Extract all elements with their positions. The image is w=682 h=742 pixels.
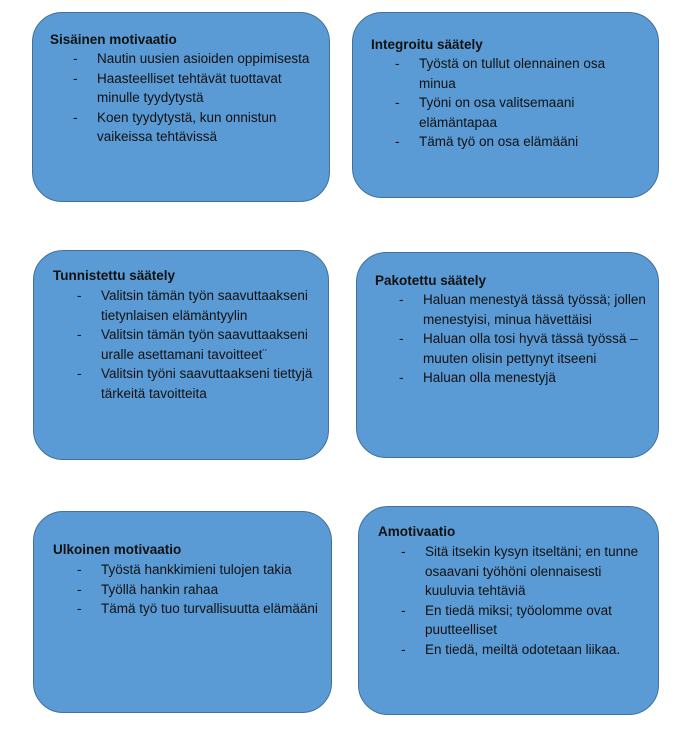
- box-title: Integroitu säätely: [371, 37, 483, 52]
- list-item: [395, 54, 645, 93]
- box-ulkoinen-motivaatio: [33, 511, 332, 713]
- dash-bullet-icon: -: [73, 70, 78, 86]
- dash-bullet-icon: -: [401, 544, 406, 559]
- item-text: Nautin uusien asioiden oppimisesta: [97, 51, 310, 66]
- dash-bullet-icon: -: [77, 562, 82, 577]
- item-text: Työstä hankkimieni tulojen takia: [101, 562, 292, 577]
- item-text: Haasteelliset tehtävät tuottavat minulle tyydytystä: [97, 70, 282, 105]
- dash-bullet-icon: -: [77, 288, 82, 303]
- box-pakotettu-saately: [356, 252, 659, 458]
- list-item: [77, 599, 327, 619]
- dash-bullet-icon: -: [73, 109, 78, 125]
- list-item: [77, 560, 327, 580]
- dash-bullet-icon: -: [395, 56, 400, 71]
- list-item: [401, 601, 653, 640]
- dash-bullet-icon: -: [399, 331, 404, 346]
- item-text: Tämä työ on osa elämääni: [419, 134, 579, 149]
- dash-bullet-icon: -: [399, 370, 404, 385]
- box-title: Amotivaatio: [378, 524, 456, 539]
- box-integroitu-saately: [352, 12, 659, 198]
- item-text: En tiedä miksi; työolomme ovat puutteelliset: [425, 602, 612, 637]
- dash-bullet-icon: -: [401, 641, 406, 657]
- item-text: Työni on osa valitsemaani elämäntapaa: [419, 95, 575, 130]
- item-text: Valitsin tämän työn saavuttaakseni uralle asettamani tavoitteet¨: [101, 327, 308, 362]
- dash-bullet-icon: -: [401, 602, 406, 618]
- list-item: [399, 329, 649, 368]
- list-item: [77, 286, 317, 325]
- item-text: Sitä itsekin kysyn itseltäni; en tunne osaavani työhöni olennaisesti kuuluvia tehtäviä: [425, 544, 639, 598]
- item-list: [77, 560, 327, 619]
- list-item: [399, 368, 649, 388]
- dash-bullet-icon: -: [77, 581, 82, 597]
- list-item: [77, 580, 327, 600]
- item-list: [401, 542, 653, 659]
- list-item: [401, 640, 653, 660]
- dash-bullet-icon: -: [77, 601, 82, 616]
- list-item: [77, 364, 317, 403]
- list-item: [401, 542, 653, 601]
- item-list: [73, 49, 313, 147]
- item-text: Haluan menestyä tässä työssä; jollen menestyisi, minua hävettäisi: [423, 292, 646, 327]
- item-text: Haluan olla menestyjä: [423, 370, 556, 385]
- item-list: [399, 290, 649, 388]
- list-item: [73, 69, 313, 108]
- item-text: Haluan olla tosi hyvä tässä työssä – muuten olisin pettynyt itseeni: [423, 331, 638, 366]
- item-text: Valitsin työni saavuttaakseni tiettyjä tärkeitä tavoitteita: [101, 366, 313, 401]
- list-item: [73, 108, 313, 147]
- dash-bullet-icon: -: [77, 366, 82, 381]
- item-text: Valitsin tämän työn saavuttaakseni tietynlaisen elämäntyylin: [101, 288, 308, 323]
- box-title: Tunnistettu säätely: [53, 268, 176, 283]
- item-list: [77, 286, 317, 403]
- list-item: [73, 49, 313, 69]
- box-title: Sisäinen motivaatio: [50, 32, 177, 47]
- box-sisainen-motivaatio: [32, 12, 330, 202]
- dash-bullet-icon: -: [395, 95, 400, 110]
- item-text: Työstä on tullut olennainen osa minua: [419, 56, 606, 91]
- dash-bullet-icon: -: [73, 51, 78, 66]
- dash-bullet-icon: -: [77, 327, 82, 342]
- list-item: [395, 132, 645, 152]
- list-item: [77, 325, 317, 364]
- box-tunnistettu-saately: [33, 250, 329, 460]
- list-item: [399, 290, 649, 329]
- dash-bullet-icon: -: [395, 134, 400, 149]
- item-text: Koen tyydytystä, kun onnistun vaikeissa tehtävissä: [97, 109, 277, 144]
- item-text: Tämä työ tuo turvallisuutta elämääni: [101, 601, 318, 616]
- item-text: En tiedä, meiltä odotetaan liikaa.: [425, 641, 621, 657]
- box-title: Ulkoinen motivaatio: [53, 542, 182, 557]
- item-list: [395, 54, 645, 152]
- dash-bullet-icon: -: [399, 292, 404, 307]
- box-amotivaatio: [358, 506, 659, 715]
- list-item: [395, 93, 645, 132]
- box-title: Pakotettu säätely: [375, 273, 487, 288]
- item-text: Työllä hankin rahaa: [101, 581, 219, 597]
